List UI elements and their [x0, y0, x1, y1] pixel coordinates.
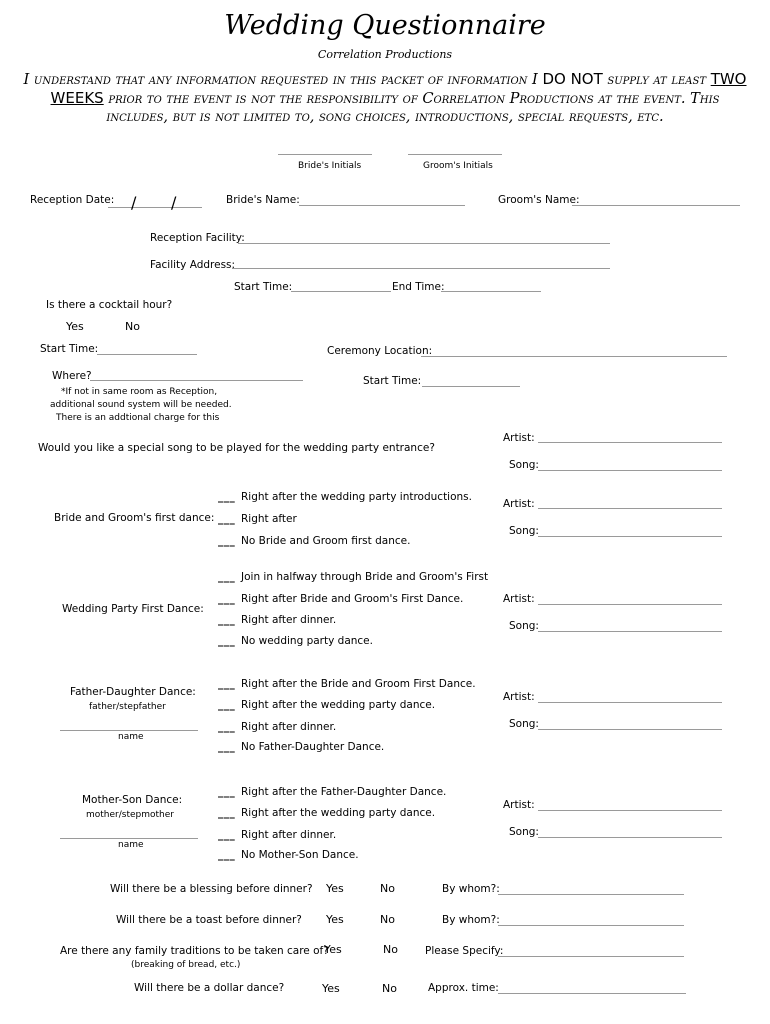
page-title: Wedding Questionnaire: [224, 10, 546, 41]
mother-dance-option-4: No Mother-Son Dance.: [241, 849, 359, 861]
mother-dance-checkbox-2[interactable]: ___: [218, 807, 236, 819]
reception-start-time-label: Start Time:: [234, 281, 293, 293]
mother-dance-artist-field[interactable]: [538, 810, 722, 811]
dollar-dance-time-label: Approx. time:: [428, 982, 499, 994]
first-dance-label: Bride and Groom's first dance:: [54, 512, 215, 524]
father-dance-song-label: Song:: [509, 718, 539, 730]
cocktail-note-2: additional sound system will be needed.: [50, 400, 232, 410]
father-dance-checkbox-3[interactable]: ___: [218, 721, 236, 733]
mother-dance-checkbox-4[interactable]: ___: [218, 849, 236, 861]
disclaimer-text: I understand that any information requested in this packet of information I DO NOT supply at least TWO WEEKS prior to the event is not the responsibility of Correlation Productions at the event. This includes, but is not limited to, song choices, introductions, special requests, etc.: [23, 70, 747, 125]
groom-name-field[interactable]: [572, 205, 740, 206]
dollar-dance-no-option[interactable]: No: [382, 982, 397, 995]
reception-start-time-field[interactable]: [291, 291, 391, 292]
party-dance-checkbox-4[interactable]: ___: [218, 635, 236, 647]
reception-date-label: Reception Date:: [30, 194, 115, 206]
entrance-song-field[interactable]: [538, 470, 722, 471]
facility-address-field[interactable]: [232, 268, 610, 269]
page-subtitle: Correlation Productions: [317, 48, 453, 61]
father-name-field[interactable]: [60, 730, 198, 731]
father-name-label: name: [118, 732, 144, 742]
cocktail-yes-option[interactable]: Yes: [66, 320, 84, 333]
first-dance-artist-label: Artist:: [503, 498, 535, 510]
entrance-song-label: Song:: [509, 459, 539, 471]
first-dance-artist-field[interactable]: [538, 508, 722, 509]
blessing-question: Will there be a blessing before dinner?: [110, 883, 313, 895]
first-dance-checkbox-1[interactable]: ___: [218, 491, 236, 503]
toast-yes-option[interactable]: Yes: [326, 913, 344, 926]
blessing-by-whom-label: By whom?:: [442, 883, 500, 895]
father-dance-sub: father/stepfather: [89, 702, 166, 712]
bride-initials-field[interactable]: [278, 154, 372, 155]
do-not-emphasis: DO NOT: [542, 70, 603, 88]
party-dance-option-4: No wedding party dance.: [241, 635, 373, 647]
toast-question: Will there be a toast before dinner?: [116, 914, 302, 926]
entrance-artist-label: Artist:: [503, 432, 535, 444]
party-dance-artist-label: Artist:: [503, 593, 535, 605]
entrance-artist-field[interactable]: [538, 442, 722, 443]
father-dance-label: Father-Daughter Dance:: [70, 686, 196, 698]
reception-facility-field[interactable]: [238, 243, 610, 244]
traditions-no-option[interactable]: No: [383, 943, 398, 956]
ceremony-location-field[interactable]: [421, 356, 727, 357]
first-dance-checkbox-2[interactable]: ___: [218, 513, 236, 525]
blessing-yes-option[interactable]: Yes: [326, 882, 344, 895]
father-dance-checkbox-1[interactable]: ___: [218, 678, 236, 690]
toast-by-whom-label: By whom?:: [442, 914, 500, 926]
party-dance-option-2: Right after Bride and Groom's First Dance.: [241, 593, 464, 605]
mother-name-label: name: [118, 840, 144, 850]
dollar-dance-question: Will there be a dollar dance?: [134, 982, 285, 994]
party-dance-checkbox-2[interactable]: ___: [218, 593, 236, 605]
mother-dance-checkbox-1[interactable]: ___: [218, 786, 236, 798]
party-dance-label: Wedding Party First Dance:: [62, 603, 204, 615]
date-slash-1: /: [131, 193, 137, 212]
bride-initials-label: Bride's Initials: [298, 161, 362, 171]
cocktail-note-1: *If not in same room as Reception,: [61, 387, 218, 397]
traditions-sub: (breaking of bread, etc.): [131, 960, 241, 970]
mother-dance-option-2: Right after the wedding party dance.: [241, 807, 436, 819]
father-dance-option-4: No Father-Daughter Dance.: [241, 741, 385, 753]
mother-dance-checkbox-3[interactable]: ___: [218, 829, 236, 841]
first-dance-song-label: Song:: [509, 525, 539, 537]
cocktail-note-3: There is an addtional charge for this: [56, 413, 220, 423]
first-dance-option-3: No Bride and Groom first dance.: [241, 535, 411, 547]
mother-dance-option-3: Right after dinner.: [241, 829, 337, 841]
bride-name-label: Bride's Name:: [226, 194, 300, 206]
cocktail-no-option[interactable]: No: [125, 320, 140, 333]
traditions-specify-label: Please Specify:: [425, 945, 504, 957]
father-dance-option-3: Right after dinner.: [241, 721, 337, 733]
father-dance-option-1: Right after the Bride and Groom First Dance.: [241, 678, 476, 690]
dollar-dance-time-field[interactable]: [498, 993, 686, 994]
first-dance-option-2: Right after: [241, 513, 297, 525]
facility-address-label: Facility Address:: [150, 259, 236, 271]
traditions-specify-field[interactable]: [498, 956, 684, 957]
party-dance-song-field[interactable]: [538, 631, 722, 632]
first-dance-option-1: Right after the wedding party introductions.: [241, 491, 472, 503]
first-dance-song-field[interactable]: [538, 536, 722, 537]
mother-dance-label: Mother-Son Dance:: [82, 794, 183, 806]
traditions-question: Are there any family traditions to be taken care of?: [60, 945, 329, 957]
party-dance-checkbox-1[interactable]: ___: [218, 571, 236, 583]
mother-dance-artist-label: Artist:: [503, 799, 535, 811]
mother-dance-sub: mother/stepmother: [86, 810, 174, 820]
mother-dance-song-label: Song:: [509, 826, 539, 838]
father-dance-artist-field[interactable]: [538, 702, 722, 703]
date-slash-2: /: [171, 193, 177, 212]
groom-initials-field[interactable]: [408, 154, 502, 155]
party-dance-option-3: Right after dinner.: [241, 614, 337, 626]
reception-end-time-label: End Time:: [392, 281, 445, 293]
party-dance-song-label: Song:: [509, 620, 539, 632]
cocktail-where-label: Where?: [52, 370, 92, 382]
cocktail-hour-question: Is there a cocktail hour?: [46, 299, 173, 311]
mother-dance-song-field[interactable]: [538, 837, 722, 838]
father-dance-checkbox-4[interactable]: ___: [218, 741, 236, 753]
cocktail-start-time-label: Start Time:: [40, 343, 99, 355]
ceremony-location-label: Ceremony Location:: [327, 345, 433, 357]
first-dance-checkbox-3[interactable]: ___: [218, 535, 236, 547]
reception-facility-label: Reception Facility:: [150, 232, 245, 244]
father-dance-artist-label: Artist:: [503, 691, 535, 703]
reception-end-time-field[interactable]: [441, 291, 541, 292]
groom-name-label: Groom's Name:: [498, 194, 580, 206]
two-weeks-emphasis: TWO WEEKS: [50, 70, 747, 107]
toast-by-whom-field[interactable]: [498, 925, 684, 926]
mother-dance-option-1: Right after the Father-Daughter Dance.: [241, 786, 447, 798]
traditions-yes-option[interactable]: Yes: [324, 943, 342, 956]
dollar-dance-yes-option[interactable]: Yes: [322, 982, 340, 995]
ceremony-start-time-label: Start Time:: [363, 375, 422, 387]
father-dance-option-2: Right after the wedding party dance.: [241, 699, 436, 711]
toast-no-option[interactable]: No: [380, 913, 395, 926]
bride-name-field[interactable]: [299, 205, 465, 206]
blessing-by-whom-field[interactable]: [498, 894, 684, 895]
father-dance-song-field[interactable]: [538, 729, 722, 730]
father-dance-checkbox-2[interactable]: ___: [218, 699, 236, 711]
ceremony-start-time-field[interactable]: [422, 386, 520, 387]
cocktail-where-field[interactable]: [90, 380, 303, 381]
party-dance-checkbox-3[interactable]: ___: [218, 614, 236, 626]
mother-name-field[interactable]: [60, 838, 198, 839]
groom-initials-label: Groom's Initials: [423, 161, 493, 171]
blessing-no-option[interactable]: No: [380, 882, 395, 895]
cocktail-start-time-field[interactable]: [97, 354, 197, 355]
party-dance-artist-field[interactable]: [538, 604, 722, 605]
party-dance-option-1: Join in halfway through Bride and Groom's First: [241, 571, 489, 583]
reception-date-field[interactable]: [108, 207, 202, 208]
entrance-song-question: Would you like a special song to be played for the wedding party entrance?: [38, 442, 435, 454]
